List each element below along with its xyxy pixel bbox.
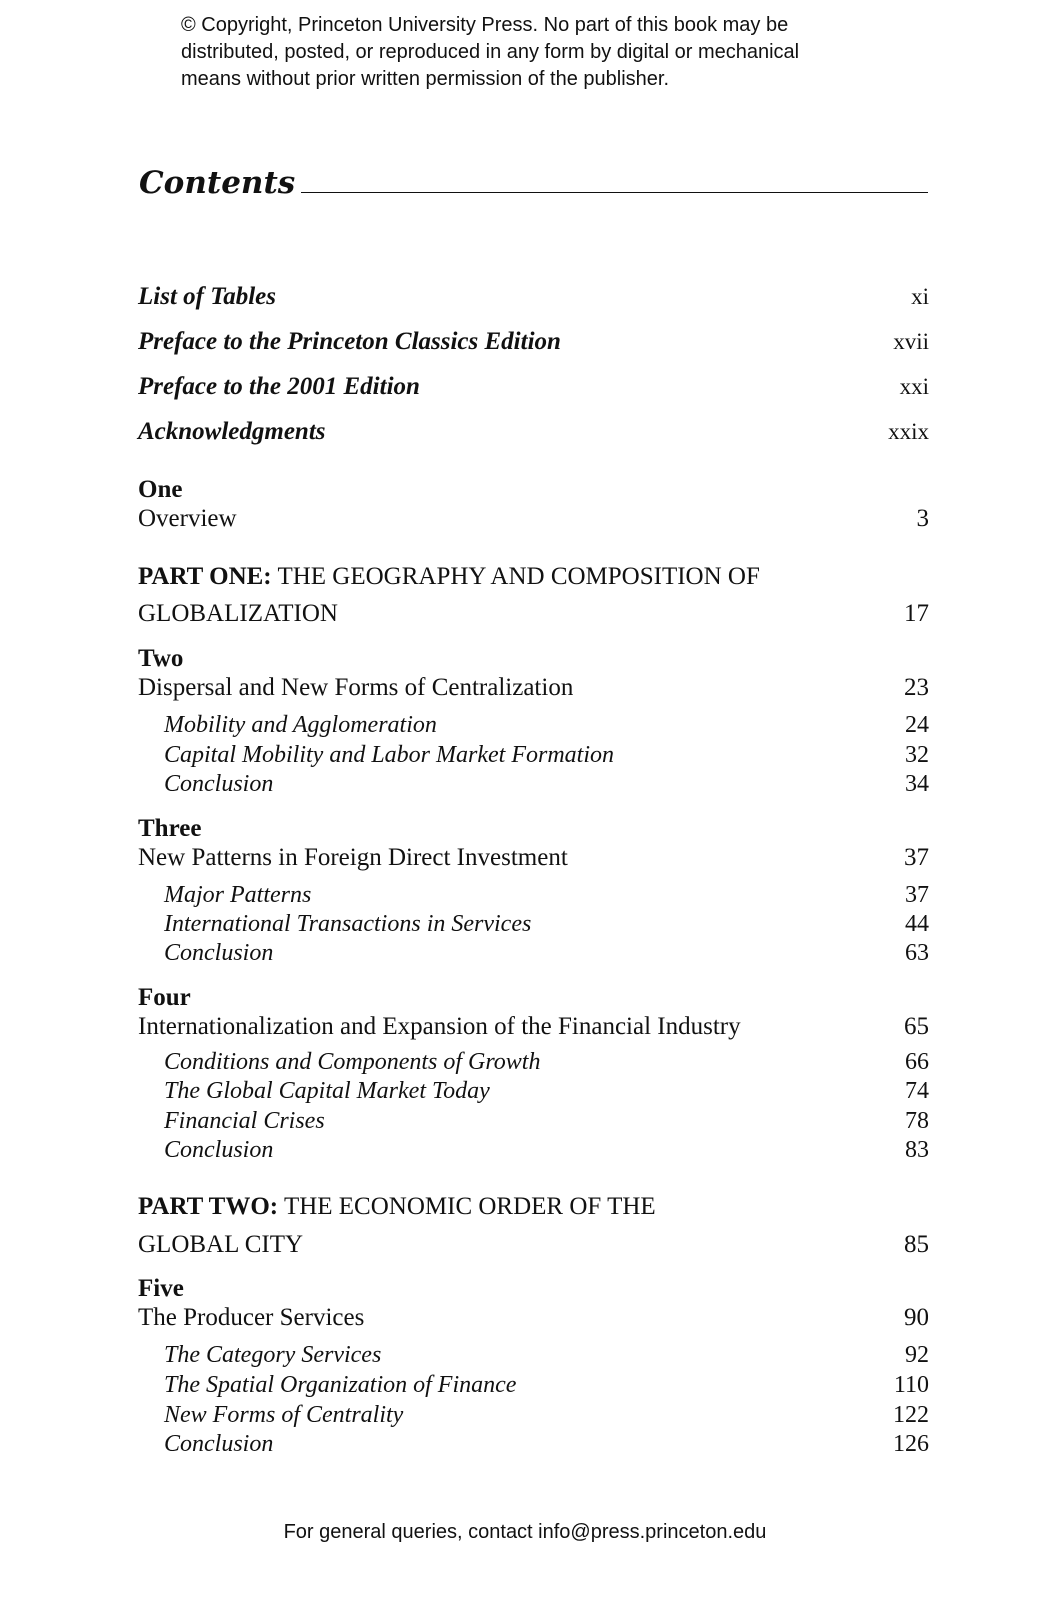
- toc-section-title: New Forms of Centrality: [164, 1402, 404, 1428]
- toc-page-number: 126: [893, 1431, 929, 1457]
- toc-page-number: 17: [904, 600, 929, 627]
- toc-page-number: 34: [905, 771, 929, 797]
- toc-section-title: Conclusion: [164, 771, 274, 797]
- toc-section-title: Major Patterns: [164, 882, 312, 908]
- toc-entry-list-of-tables[interactable]: [138, 283, 929, 311]
- toc-entry-title: Acknowledgments: [138, 418, 326, 445]
- toc-page-number: 32: [905, 742, 929, 768]
- toc-page-number: 3: [916, 505, 929, 532]
- table-of-contents: [138, 0, 929, 1600]
- toc-page-number: 66: [905, 1049, 929, 1075]
- chapter-number: One: [138, 476, 183, 503]
- part-title-line: [138, 1193, 656, 1221]
- toc-page-number: 74: [905, 1078, 929, 1104]
- toc-entry-title: Internationalization and Expansion of the Financial Industry: [138, 1013, 741, 1040]
- toc-entry-chapter-three[interactable]: [138, 844, 929, 872]
- toc-section-title: The Spatial Organization of Finance: [164, 1372, 517, 1398]
- toc-page-number: xxix: [888, 419, 929, 444]
- part-label: PART ONE:: [138, 563, 272, 590]
- part-title-line: [138, 563, 760, 591]
- toc-section[interactable]: [138, 712, 929, 739]
- toc-section[interactable]: [138, 1372, 929, 1399]
- toc-entry-title: Preface to the 2001 Edition: [138, 373, 420, 400]
- toc-section[interactable]: [138, 911, 929, 938]
- toc-entry-acknowledgments[interactable]: [138, 418, 929, 446]
- part-title-line: [138, 600, 929, 628]
- part-title: THE ECONOMIC ORDER OF THE: [283, 1193, 656, 1220]
- footer-contact: For general queries, contact info@press.princeton.edu: [283, 1521, 767, 1543]
- toc-entry-title: Overview: [138, 505, 237, 532]
- toc-section-title: International Transactions in Services: [164, 911, 532, 937]
- toc-page-number: 44: [905, 911, 929, 937]
- toc-page-number: xvii: [893, 329, 929, 354]
- toc-entry-chapter-two[interactable]: [138, 674, 929, 702]
- toc-section[interactable]: [138, 1078, 929, 1105]
- toc-page-number: 37: [904, 844, 929, 871]
- toc-page-number: 90: [904, 1304, 929, 1331]
- part-label: PART TWO:: [138, 1193, 279, 1220]
- toc-entry-preface-2001[interactable]: [138, 373, 929, 401]
- toc-section[interactable]: [138, 1342, 929, 1369]
- chapter-number: Four: [138, 984, 191, 1011]
- toc-section-title: Conclusion: [164, 1431, 274, 1457]
- toc-entry-chapter-four[interactable]: [138, 1013, 929, 1041]
- toc-page-number: 37: [905, 882, 929, 908]
- toc-section[interactable]: [138, 1108, 929, 1135]
- copyright-line: means without prior written permission of the publisher.: [181, 68, 670, 90]
- toc-section-title: Conditions and Components of Growth: [164, 1049, 541, 1075]
- copyright-line: distributed, posted, or reproduced in any form by digital or mechanical: [181, 41, 800, 63]
- part-title: GLOBAL CITY: [138, 1231, 304, 1258]
- copyright-line: © Copyright, Princeton University Press. No part of this book may be: [181, 14, 789, 36]
- toc-section[interactable]: [138, 1431, 929, 1458]
- toc-entry-title: Preface to the Princeton Classics Edition: [138, 328, 561, 355]
- toc-page-number: 110: [893, 1372, 929, 1398]
- toc-page-number: 83: [905, 1137, 929, 1163]
- toc-entry-title: New Patterns in Foreign Direct Investment: [138, 844, 568, 871]
- page-title: Contents: [139, 165, 296, 201]
- toc-page-number: 85: [904, 1231, 929, 1258]
- toc-section-title: Financial Crises: [164, 1108, 325, 1134]
- toc-section[interactable]: [138, 771, 929, 798]
- toc-page-number: 63: [905, 940, 929, 966]
- toc-page-number: 23: [904, 674, 929, 701]
- toc-section[interactable]: [138, 1137, 929, 1164]
- chapter-number: Two: [138, 645, 184, 672]
- toc-section[interactable]: [138, 940, 929, 967]
- toc-page-number: 24: [905, 712, 929, 738]
- toc-section-title: Mobility and Agglomeration: [164, 712, 437, 738]
- toc-page-number: xi: [911, 284, 929, 309]
- toc-page-number: 78: [905, 1108, 929, 1134]
- toc-page-number: 122: [893, 1402, 929, 1428]
- toc-entry-title: The Producer Services: [138, 1304, 365, 1331]
- toc-page-number: 65: [904, 1013, 929, 1040]
- part-title: GLOBALIZATION: [138, 600, 338, 627]
- toc-entry-preface-classics[interactable]: [138, 328, 929, 356]
- toc-page-number: 92: [905, 1342, 929, 1368]
- toc-section[interactable]: [138, 1402, 929, 1429]
- toc-section[interactable]: [138, 1049, 929, 1076]
- toc-section-title: The Global Capital Market Today: [164, 1078, 490, 1104]
- toc-section-title: Capital Mobility and Labor Market Formation: [164, 742, 614, 768]
- toc-section-title: The Category Services: [164, 1342, 382, 1368]
- toc-section-title: Conclusion: [164, 1137, 274, 1163]
- toc-entry-title: List of Tables: [138, 283, 276, 310]
- toc-section-title: Conclusion: [164, 940, 274, 966]
- toc-entry-chapter-one[interactable]: [138, 505, 929, 533]
- toc-entry-title: Dispersal and New Forms of Centralization: [138, 674, 574, 701]
- toc-section[interactable]: [138, 882, 929, 909]
- toc-page-number: xxi: [899, 374, 929, 399]
- chapter-number: Five: [138, 1275, 184, 1302]
- toc-section[interactable]: [138, 742, 929, 769]
- part-title-line: [138, 1231, 929, 1259]
- chapter-number: Three: [138, 815, 202, 842]
- part-title: THE GEOGRAPHY AND COMPOSITION OF: [277, 563, 760, 590]
- toc-entry-chapter-five[interactable]: [138, 1304, 929, 1332]
